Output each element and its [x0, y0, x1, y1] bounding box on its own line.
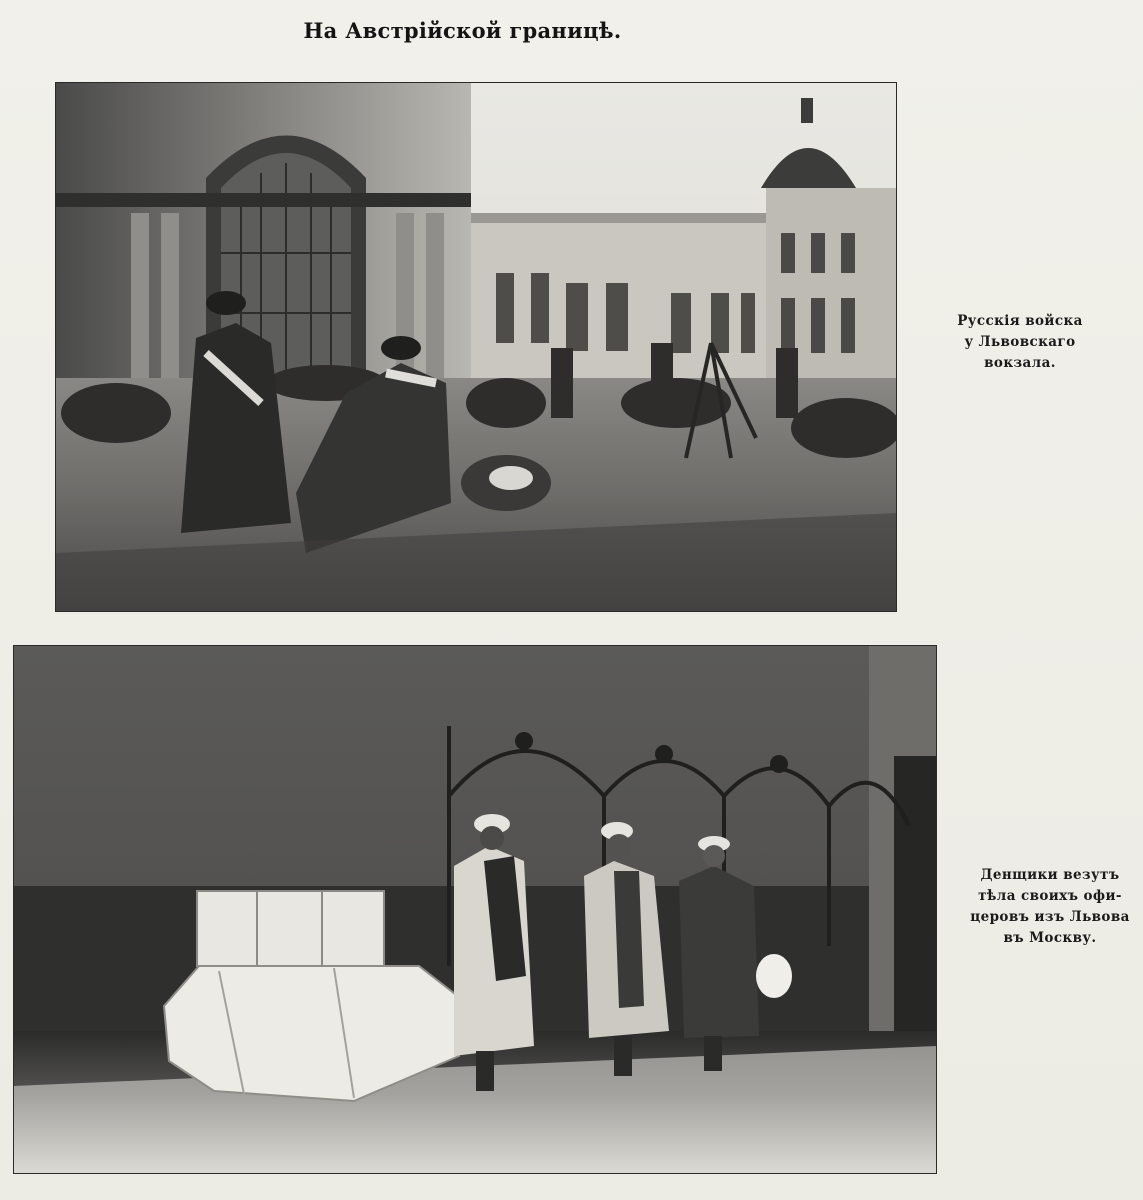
caption-line: въ Москву.: [1003, 930, 1097, 946]
page-title: На Австрійской границѣ.: [303, 18, 622, 43]
caption-line: Денщики везутъ: [980, 867, 1120, 883]
photo-troops-at-station-image: [56, 83, 896, 611]
caption-line: церовъ изъ Львова: [970, 909, 1130, 925]
caption-line: тѣла своихъ офи-: [978, 888, 1122, 904]
caption-orderlies-with-coffins: [960, 865, 1140, 949]
photo-troops-at-station: [55, 82, 897, 612]
caption-line: вокзала.: [984, 355, 1056, 371]
caption-line: у Львовскаго: [964, 334, 1076, 350]
photo-orderlies-with-coffins: [13, 645, 937, 1174]
caption-troops-at-station: [920, 311, 1120, 374]
photo-orderlies-with-coffins-image: [14, 646, 936, 1173]
caption-line: Русскія войска: [957, 313, 1083, 329]
